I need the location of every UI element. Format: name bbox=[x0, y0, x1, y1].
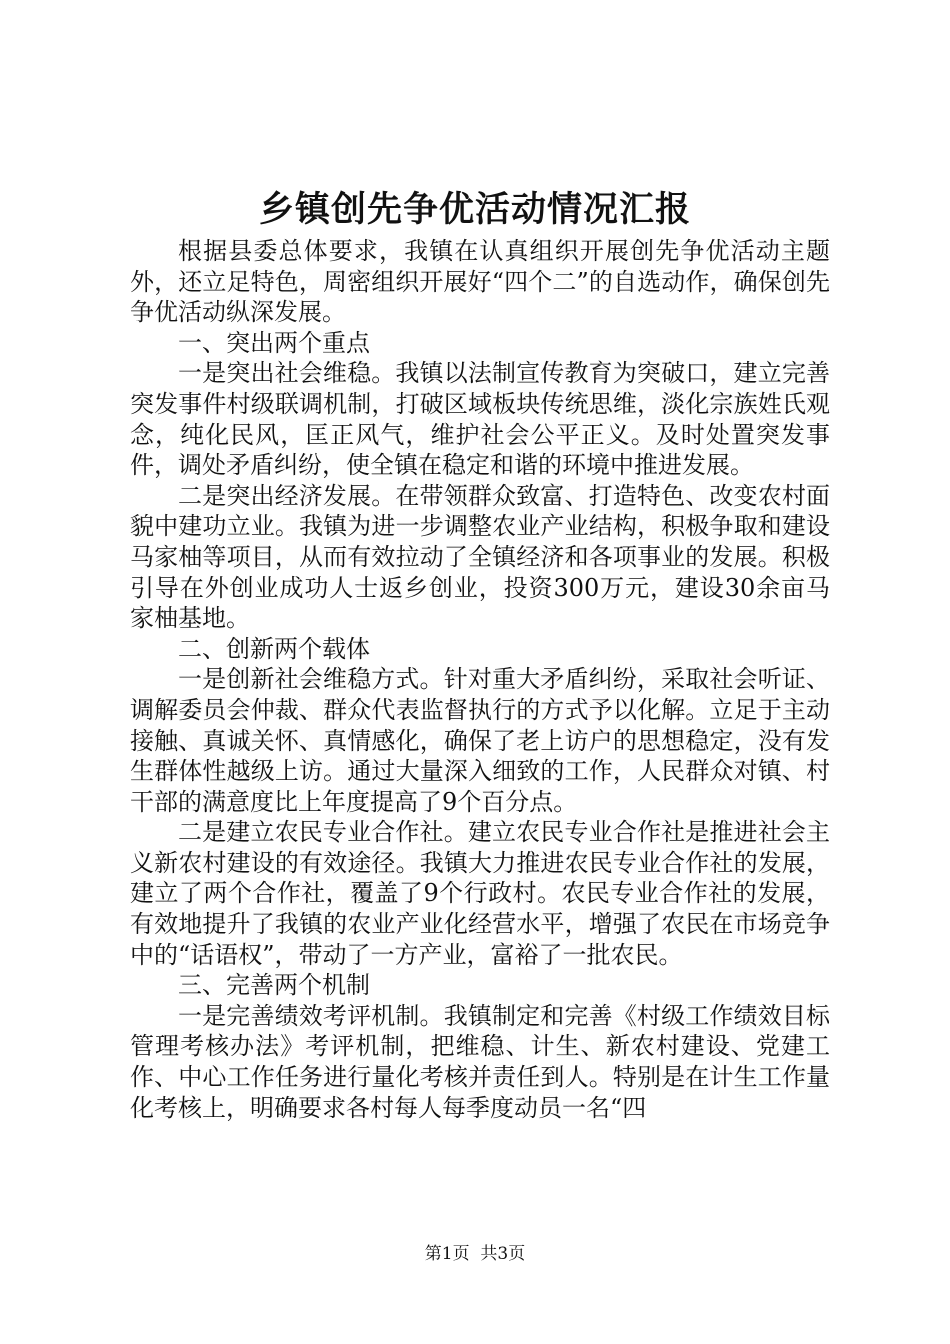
paragraph-stability-methods: 一是创新社会维稳方式。针对重大矛盾纠纷，采取社会听证、调解委员会仲裁、群众代表监督执行的方式予以化解。立足于主动接触、真诚关怀、真情感化，确保了老上访户的思想稳定，没有发生群体性越级上访。通过大量深入细致的工作，人民群众对镇、村干部的满意度比上年度提高了9个百分点。 bbox=[130, 665, 830, 816]
paragraph-performance-evaluation: 一是完善绩效考评机制。我镇制定和完善《村级工作绩效目标管理考核办法》考评机制，把维稳、计生、新农村建设、党建工作、中心工作任务进行量化考核并责任到人。特别是在计生工作量化考核上，明确要求各村每人每季度动员一名“四 bbox=[130, 1001, 830, 1122]
document-body bbox=[130, 236, 830, 1123]
page-number-label: 第1页 共3页 bbox=[424, 1244, 526, 1264]
paragraph-economic-development: 二是突出经济发展。在带领群众致富、打造特色、改变农村面貌中建功立业。我镇为进一步调整农业产业结构，积极争取和建设马家柚等项目，从而有效拉动了全镇经济和各项事业的发展。积极引导在外创业成功人士返乡创业，投资300万元，建设30余亩马家柚基地。 bbox=[130, 481, 830, 633]
page-footer bbox=[0, 1242, 950, 1266]
paragraph-cooperatives: 二是建立农民专业合作社。建立农民专业合作社是推进社会主义新农村建设的有效途径。我镇大力推进农民专业合作社的发展，建立了两个合作社，覆盖了9个行政村。农民专业合作社的发展，有效地提升了我镇的农业产业化经营水平，增强了农民在市场竞争中的“话语权”，带动了一方产业，富裕了一批农民。 bbox=[130, 818, 830, 969]
paragraph-social-stability: 一是突出社会维稳。我镇以法制宣传教育为突破口，建立完善突发事件村级联调机制，打破区域板块传统思维，淡化宗族姓氏观念，纯化民风，匡正风气，维护社会公平正义。及时处置突发事件，调处矛盾纠纷，使全镇在稳定和谐的环境中推进发展。 bbox=[130, 359, 830, 480]
section-heading-2: 二、创新两个载体 bbox=[178, 634, 370, 663]
section-heading-1: 一、突出两个重点 bbox=[178, 328, 370, 357]
intro-paragraph: 根据县委总体要求，我镇在认真组织开展创先争优活动主题外，还立足特色，周密组织开展好“四个二”的自选动作，确保创先争优活动纵深发展。 bbox=[130, 237, 830, 327]
document-title: 乡镇创先争优活动情况汇报 bbox=[258, 189, 691, 230]
section-heading-3: 三、完善两个机制 bbox=[178, 971, 370, 1000]
